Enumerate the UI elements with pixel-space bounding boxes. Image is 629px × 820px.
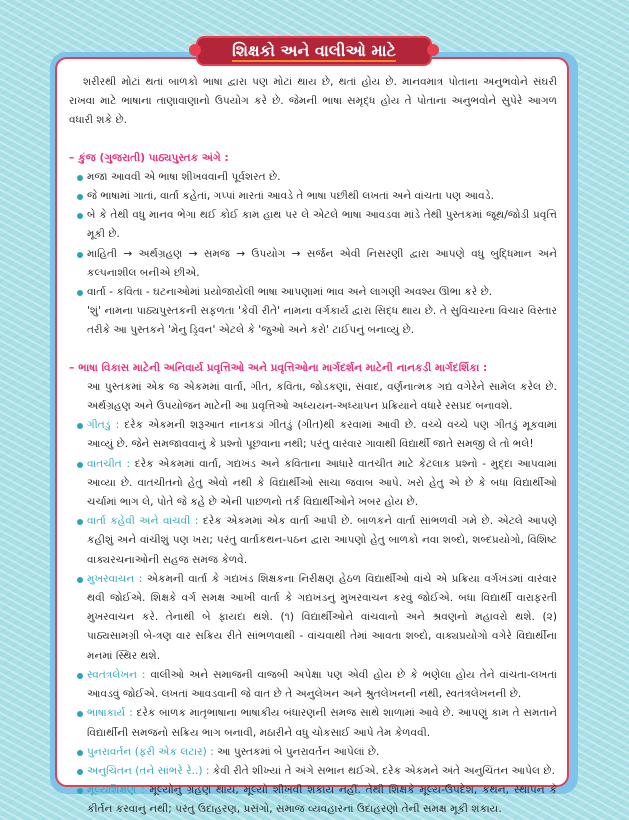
item-label: અનુચિંતન (તને સાંભરે રે..) : [87, 764, 210, 777]
item-text: મૂલ્યોનું ગ્રહણ થાય, મૂલ્યો શીખવી શકાય નહીં. તેથી શિક્ષકે મૂલ્ય-ઉપદેશ, કથન, સ્થાપન કે કીર્તન કરવાનું નથી; પરંતુ ઉદાહરણ, પ્રસંગો, સમાજ વ્યવહારનાં ઉદાહરણો તેની સમક્ષ મૂકી શકાય. [87, 784, 557, 816]
item-text: એકમની વાર્તા કે ગદ્યખંડ શિક્ષકના નિરીક્ષણ હેઠળ વિદ્યાર્થીઓ વાંચે એ પ્રક્રિયા વર્ગખંડમાં વારંવાર થવી જોઈએ. શિક્ષકે વર્ગ સમક્ષ આખી વાર્તા કે ગદ્યખંડનું મુખરવાચન કરવું જોઈએ. બધા વિદ્યાર્થી વારાફરતી મુખરવાચન કરે. તેનાથી બે ફાયદા થશે. (૧) વિદ્યાર્થીઓને વાંચવાનો અને શ્રવણનો મહાવરો થશે. (૨) પાઠ્યસામગ્રી બે-ત્રણ વાર સક્રિય રીતે સાંભળવાથી - વાંચવાથી તેમાં આવતા શબ્દો, વાક્યપ્રયોગો વગેરે વિદ્યાર્થીના મનમાં સ્થિર થશે. [87, 572, 557, 662]
item-label: સ્વતંત્રલેખન : [87, 668, 146, 681]
section2-intro: આ પુસ્તકમાં એક જ એકમમાં વાર્તા, ગીત, કવિતા, જોડકણાં, સંવાદ, વર્ણનાત્મક ગદ્ય વગેરેને સામેલ કરેલ છે. અર્થગ્રહણ અને ઉપયોજન માટેની આ પ્રવૃત્તિઓ અધ્યયન-અધ્યાપન પ્રક્રિયાને વધારે રસપ્રદ બનાવશે. [87, 380, 557, 413]
item-label: પુનરાવર્તન (ફરી એક લટાર) : [87, 745, 214, 758]
list-item [87, 455, 557, 513]
section2-heading: ભાષા વિકાસ માટેની અનિવાર્ય પ્રવૃત્તિઓ અને પ્રવૃત્તિઓના માર્ગદર્શન માટેની નાનકડી માર્ગદર્શિકા : [78, 361, 488, 374]
item-text: દરેક એકમમાં વાર્તા, ગદ્યખંડ અને કવિતાના આધારે વાતચીત માટે કેટલાક પ્રશ્નો - મુદ્દા આપવામાં આવ્યા છે. વાતચીતનો હેતુ એવો નથી કે વિદ્યાર્થીઓ સાચા જવાબ આપે. ખરો હેતુ એ છે કે બધા વિદ્યાર્થીઓ ચર્ચામાં ભાગ લે, પોતે જે કહે છે એની પાછળનો તર્ક વિદ્યાર્થીઓને ખબર હોય છે. [87, 457, 557, 509]
list-item [87, 743, 557, 762]
item-label: ભાષાકાર્ય : [87, 707, 133, 720]
list-item [87, 762, 557, 781]
item-text: દરેક એકમમાં એક વાર્તા આપી છે. બાળકને વાર્તા સાંભળવી ગમે છે. એટલે આપણે કહીશું અને વાંચીશું પણ ખરા; પરંતુ વાર્તાકથન-પઠન દ્વારા આપણો હેતુ બાળકો નવા શબ્દો, શબ્દપ્રયોગો, વિશિષ્ટ વાક્યરચનાઓની સહજ સમજ કેળવે. [87, 515, 557, 566]
item-text: આ પુસ્તકમાં બે પુનરાવર્તન આપેલાં છે. [217, 745, 380, 758]
section2-list [69, 416, 557, 819]
section1-list [69, 168, 557, 302]
list-item [87, 570, 557, 666]
item-label: વાતચીત : [87, 457, 131, 470]
item-text: કેવી રીતે શીખ્યાં તે અંગે સભાન થઈએ. દરેક એકમને અંતે અનુચિંતન આપેલ છે. [212, 764, 555, 777]
item-label: ગીતડું : [87, 419, 120, 432]
item-label: મૂલ્યશિક્ષણ : [87, 784, 145, 797]
page-title-banner [196, 36, 432, 66]
list-item: મજા આવવી એ ભાષા શીખવવાની પૂર્વશરત છે. [87, 168, 557, 187]
list-item [87, 416, 557, 454]
list-item: બે કે તેથી વધુ માનવ ભેગા થઈ કોઈ કામ હાથ પર લે એટલે ભાષા આવડવા માંડે તેથી પુસ્તકમાં જૂથ/જોડી પ્રવૃત્તિ મૂકી છે. [87, 206, 557, 244]
list-item [87, 512, 557, 570]
section1-heading: કુંજ (ગુજરાતી) પાઠ્યપુસ્તક અંગે : [78, 151, 229, 164]
list-item [87, 704, 557, 742]
content-card [55, 57, 569, 816]
item-text: વાલીઓ અને સમાજની વાજબી અપેક્ષા પણ એવી હોય છે કે ભણેલા હોય તેને વાંચતા-લખતાં આવડવું જોઈએ. લખતાં આવડવાની જે વાત છે તે અનુલેખન અને શ્રુતલેખનની નથી, સ્વતંત્રલેખનની છે. [87, 668, 557, 701]
item-label: વાર્તા કહેવી અને વાંચવી : [87, 515, 199, 528]
page-title: શિક્ષકો અને વાલીઓ માટે [232, 41, 396, 60]
list-item [87, 781, 557, 819]
list-item: વાર્તા - કવિતા - ઘટનાઓમાં પ્રયોજાયેલી ભાષા આપણામાં ભાવ અને લાગણી અવશ્ય ઊભા કરે છે. [87, 283, 557, 302]
section1-continuation: 'શું' નામના પાઠ્યપુસ્તકની સફળતા 'કેવી રીતે' નામના વર્ગકાર્ય દ્વારા સિદ્ધ થાય છે. તે સુવિચારના વિચાર વિસ્તાર તરીકે આ પુસ્તકને 'મેનુ ડ્રિવન' એટલે કે 'જુઓ અને કરો' ટાઈપનું બનાવ્યું છે. [87, 305, 557, 337]
intro-paragraph: શરીરથી મોટાં થતાં બાળકો ભાષા દ્વારા પણ મોટાં થાય છે, થતાં હોય છે. માનવમાત્ર પોતાના અનુભવોને સંઘરી રાખવા માટે ભાષાના તાણાવાણાનો ઉપયોગ કરે છે. જેમની ભાષા સમૃદ્ધ હોય તે પોતાના અનુભવોને સુપેરે આગળ વધારી શકે છે. [69, 76, 557, 127]
list-item: જે ભાષામાં ગાતાં, વાર્તા કહેતાં, ગપ્પાં મારતાં આવડે તે ભાષા પછીથી લખતાં અને વાંચતા પણ આવડે. [87, 187, 557, 206]
item-text: દરેક બાળક માતૃભાષાના ભાષાકીય બંધારણની સમજ સાથે શાળામાં આવે છે. આપણું કામ તે સમતાને વિદ્યાર્થીની સમજનો સક્રિય ભાગ બનાવી, મઠારીને વધુ ચોકસાઈ આપે તેમ કેળવવી. [87, 707, 557, 739]
section-heading: – ભાષા વિકાસ માટેની અનિવાર્ય પ્રવૃત્તિઓ અને પ્રવૃત્તિઓના માર્ગદર્શન માટેની નાનકડી માર્ગદર્શિકા : [69, 361, 488, 374]
list-item [87, 666, 557, 704]
list-item: માહિતી → અર્થગ્રહણ → સમજ → ઉપયોગ → સર્જન એવી નિસરણી દ્વારા આપણે વધુ બુદ્ધિમાન અને કલ્પનાશીલ બનીએ છીએ. [87, 245, 557, 283]
item-label: મુખરવાચન : [87, 572, 143, 585]
section-heading: – કુંજ (ગુજરાતી) પાઠ્યપુસ્તક અંગે : [69, 151, 229, 164]
item-text: દરેક એકમની શરૂઆત નાનકડાં ગીતડું (ગીત)થી કરવામાં આવી છે. વચ્ચે વચ્ચે પણ ગીતડું મૂકવામાં આવ્યું છે. જેને સમજાવવાનું કે પ્રશ્નો પૂછવાના નથી; પરંતુ વારંવાર ગાવાથી વિદ્યાર્થી જાતે સમજી લે તો ભલે! [87, 419, 557, 451]
